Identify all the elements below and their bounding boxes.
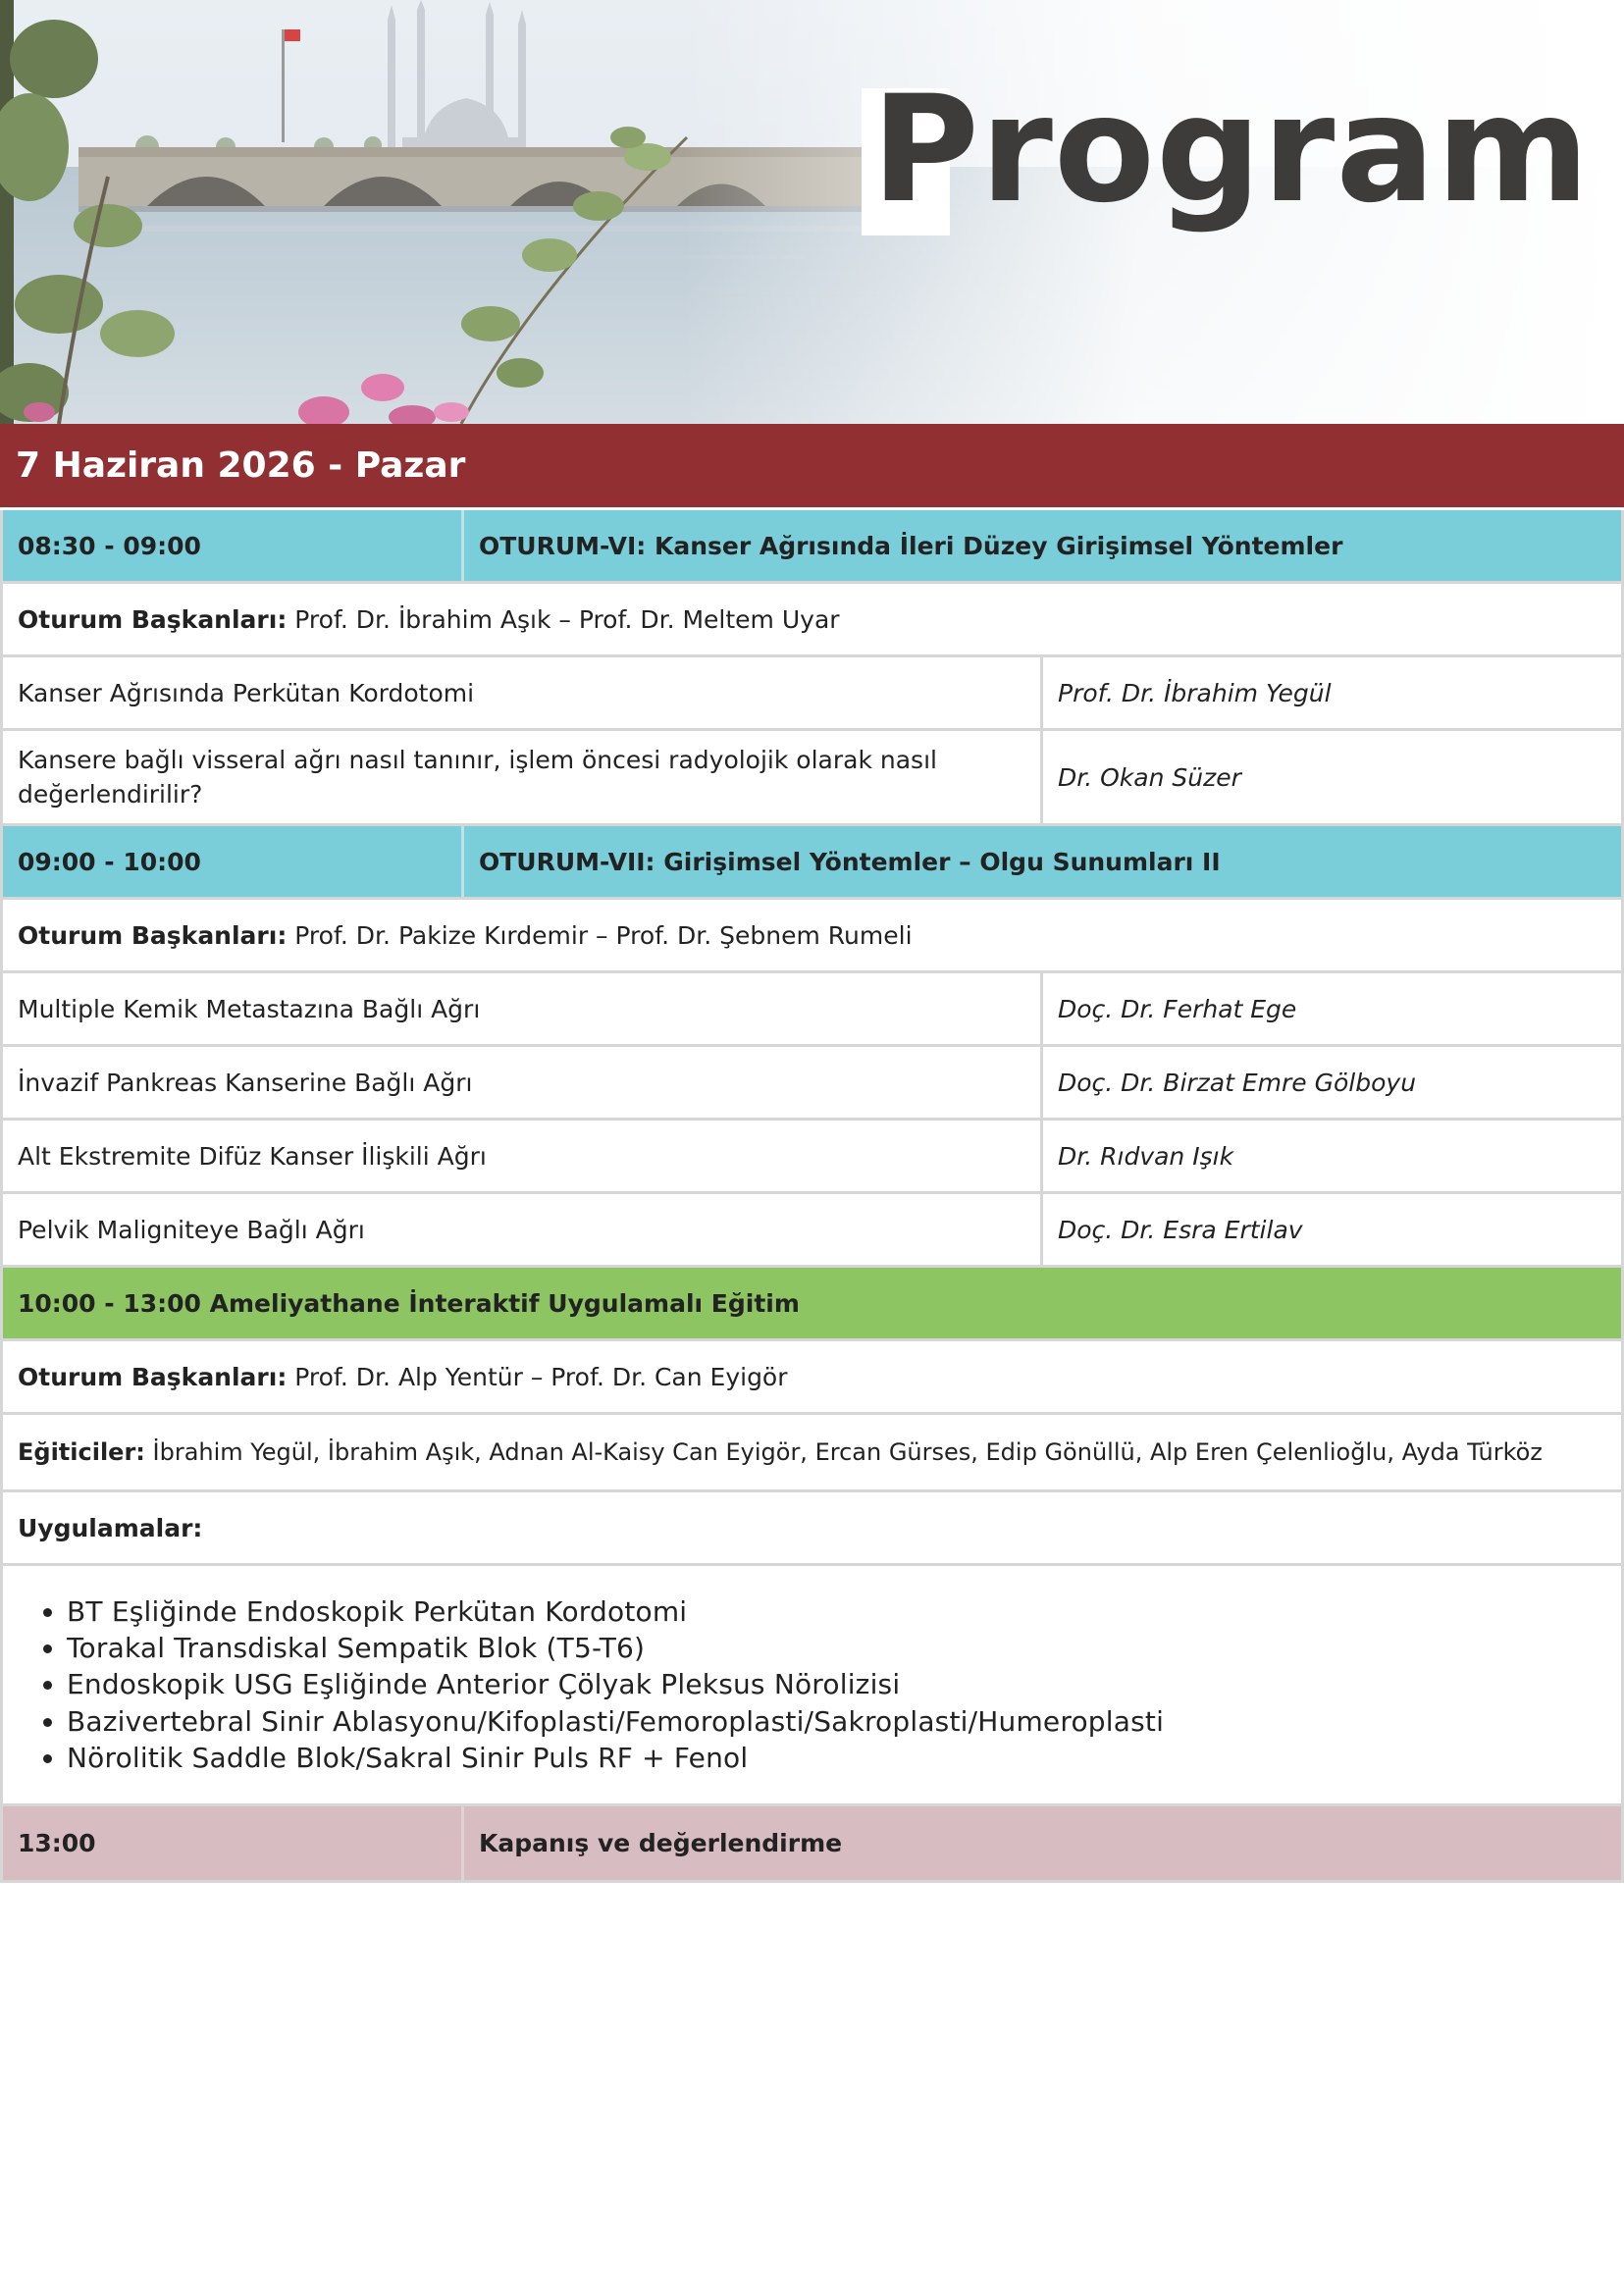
talk-speaker: Prof. Dr. İbrahim Yegül [1058,678,1332,707]
workshop-apps-list [3,1566,1179,1803]
talk-speaker: Dr. Okan Süzer [1058,762,1241,792]
chairs-label: Oturum Başkanları: [18,604,288,634]
day-date-bar [0,424,1624,510]
talk-row [0,1047,1624,1121]
session-chairs [3,900,927,970]
talk-row [0,1194,1624,1268]
workshop-apps-header-row [0,1492,1624,1566]
session-title [464,826,1621,897]
talk-speaker: Doç. Dr. Ferhat Ege [1058,994,1297,1023]
closing-time: 13:00 [3,1806,464,1880]
list-item: • Torakal Transdiskal Sempatik Blok (T5-T6) [67,1630,1164,1666]
talk-speaker: Doç. Dr. Esra Ertilav [1058,1215,1303,1244]
workshop-header-row [0,1268,1624,1341]
session-time: 08:30 - 09:00 [3,510,464,581]
talk-topic: Kanser Ağrısında Perkütan Kordotomi [3,657,1043,728]
chairs-names: Prof. Dr. İbrahim Aşık – Prof. Dr. Meltem Uyar [287,604,840,634]
list-item: • Endoskopik USG Eşliğinde Anterior Çölyak Pleksus Nörolizisi [67,1666,1164,1702]
talk-row [0,1121,1624,1194]
talk-topic: Multiple Kemik Metastazına Bağlı Ağrı [3,973,1043,1044]
list-item: • Bazivertebral Sinir Ablasyonu/Kifoplasti/Femoroplasti/Sakroplasti/Humeroplasti [67,1703,1164,1740]
talk-topic: Alt Ekstremite Difüz Kanser İlişkili Ağrı [3,1121,1043,1191]
talk-speaker: Dr. Rıdvan Işık [1058,1141,1234,1171]
session-chairs [3,584,855,654]
workshop-trainers-row [0,1415,1624,1492]
day-date-label: 7 Haziran 2026 - Pazar [16,445,466,486]
apps-label: Uygulamalar: [18,1513,203,1542]
workshop-apps-label [3,1492,217,1563]
session-title [464,510,1621,581]
chairs-label: Oturum Başkanları: [18,920,288,950]
talk-topic: Pelvik Maligniteye Bağlı Ağrı [3,1194,1043,1265]
chairs-label: Oturum Başkanları: [18,1362,288,1391]
session-title-rest: Girişimsel Yöntemler – Olgu Sunumları II [655,847,1221,876]
talk-topic: İnvazif Pankreas Kanserine Bağlı Ağrı [3,1047,1043,1118]
page-title: Program [871,65,1591,235]
session-chairs-row [0,900,1624,973]
closing-row [0,1806,1624,1883]
talk-row [0,657,1624,731]
trainers-label: Eğiticiler: [18,1438,145,1466]
chairs-names: Prof. Dr. Alp Yentür – Prof. Dr. Can Eyigör [287,1362,788,1391]
header-banner [0,0,1624,424]
session-chairs-row [0,584,1624,657]
session-header-row [0,510,1624,584]
chairs-names: Prof. Dr. Pakize Kırdemir – Prof. Dr. Şebnem Rumeli [287,920,913,950]
list-item: • BT Eşliğinde Endoskopik Perkütan Kordotomi [67,1593,1164,1630]
session-title-bold: OTURUM-VI: [479,531,647,560]
session-title-bold: OTURUM-VII: [479,847,655,876]
applications-list [20,1593,1164,1776]
talk-speaker: Doç. Dr. Birzat Emre Gölboyu [1058,1068,1417,1097]
workshop-trainers [3,1415,1557,1489]
talk-topic: Kansere bağlı visseral ağrı nasıl tanınır, işlem öncesi radyolojik olarak nasıl değerlendirilir? [3,731,1043,823]
closing-label: Kapanış ve değerlendirme [479,1829,843,1857]
workshop-title: 10:00 - 13:00 Ameliyathane İnteraktif Uygulamalı Eğitim [18,1288,800,1318]
workshop-chairs [3,1341,803,1412]
list-item: • Nörolitik Saddle Blok/Sakral Sinir Puls RF + Fenol [67,1740,1164,1776]
talk-row [0,731,1624,826]
trainers-names: İbrahim Yegül, İbrahim Aşık, Adnan Al-Kaisy Can Eyigör, Ercan Gürses, Edip Gönüllü, Alp Eren Çelenlioğlu, Ayda Türköz [144,1438,1543,1466]
program-table [0,424,1624,1883]
session-title-rest: Kanser Ağrısında İleri Düzey Girişimsel Yöntemler [646,531,1343,560]
talk-row [0,973,1624,1047]
session-time: 09:00 - 10:00 [3,826,464,897]
session-header-row [0,826,1624,900]
workshop-chairs-row [0,1341,1624,1415]
workshop-apps-row [0,1566,1624,1806]
